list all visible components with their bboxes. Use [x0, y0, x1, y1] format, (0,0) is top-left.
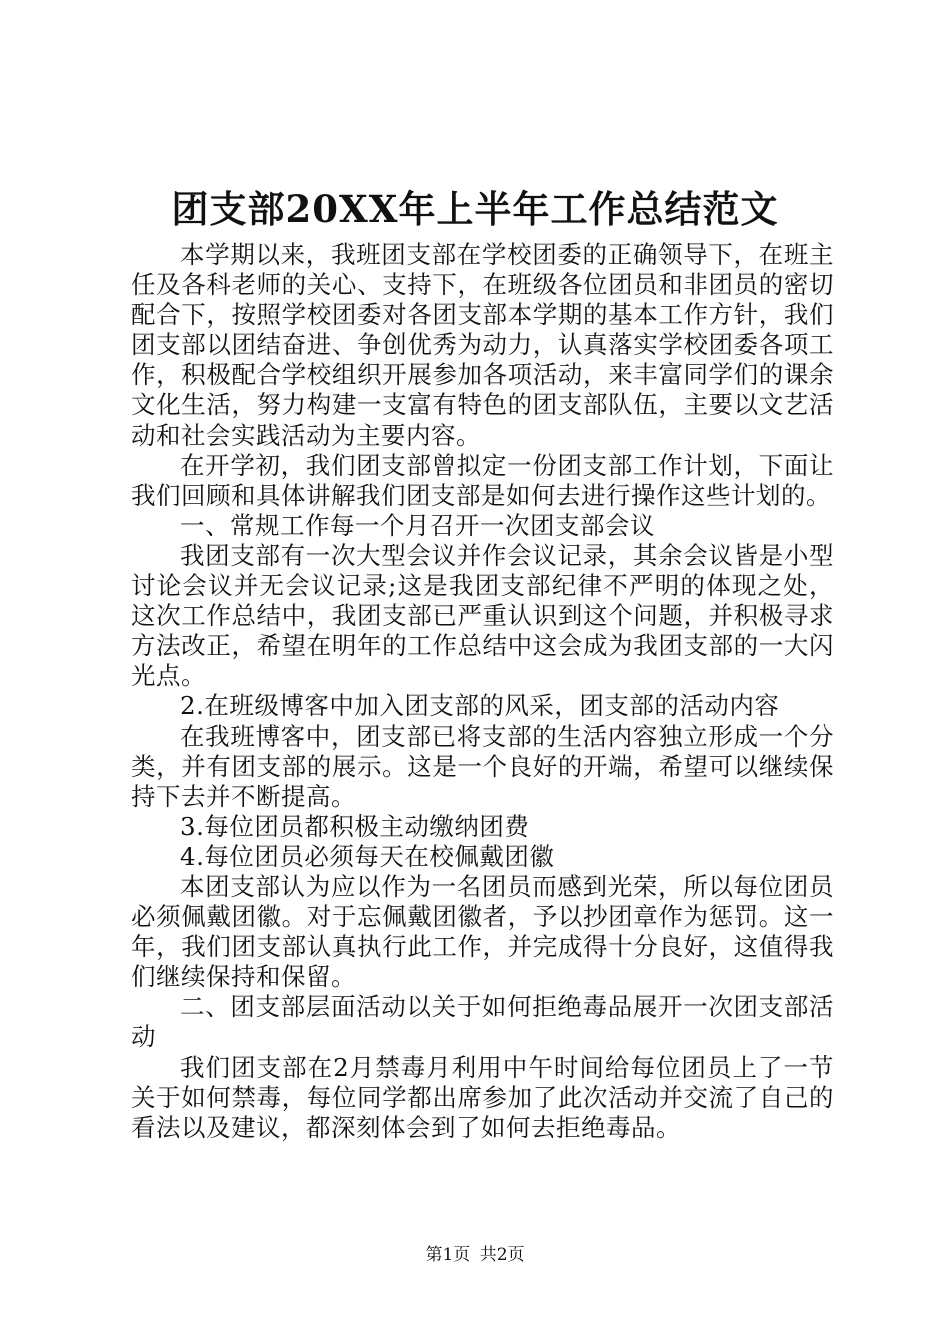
- document-title: 团支部20XX年上半年工作总结范文: [171, 187, 779, 231]
- page-total: 共2页: [479, 1245, 525, 1265]
- page-footer: [0, 1243, 950, 1267]
- paragraph-blog: 在我班博客中，团支部已将支部的生活内容独立形成一个分类，并有团支部的展示。这是一个良好的开端，希望可以继续保持下去并不断提高。: [131, 721, 834, 811]
- section-heading-routine-work: 一、常规工作每一个月召开一次团支部会议: [180, 510, 655, 540]
- paragraph-meetings: 我团支部有一次大型会议并作会议记录，其余会议皆是小型讨论会议并无会议记录;这是我团支部纪律不严明的体现之处，这次工作总结中，我团支部已严重认识到这个问题，并积极寻求方法改正，希望在明年的工作总结中这会成为我团支部的一大闪光点。: [131, 540, 834, 691]
- paragraph-anti-drug: 我们团支部在2月禁毒月利用中午时间给每位团员上了一节关于如何禁毒，每位同学都出席参加了此次活动并交流了自己的看法以及建议，都深刻体会到了如何去拒绝毒品。: [131, 1052, 834, 1142]
- document-body: [131, 240, 834, 1143]
- item-heading-fees: 3.每位团员都积极主动缴纳团费: [180, 811, 530, 841]
- paragraph-plan: 在开学初，我们团支部曾拟定一份团支部工作计划，下面让我们回顾和具体讲解我们团支部是如何去进行操作这些计划的。: [131, 450, 834, 510]
- section-heading-activities: 二、团支部层面活动以关于如何拒绝毒品展开一次团支部活动: [131, 992, 834, 1052]
- item-heading-blog: 2.在班级博客中加入团支部的风采，团支部的活动内容: [180, 691, 780, 721]
- item-heading-badge: 4.每位团员必须每天在校佩戴团徽: [180, 841, 555, 871]
- page-number: 第1页: [425, 1245, 471, 1265]
- paragraph-intro: 本学期以来，我班团支部在学校团委的正确领导下，在班主任及各科老师的关心、支持下，在班级各位团员和非团员的密切配合下，按照学校团委对各团支部本学期的基本工作方针，我们团支部以团结奋进、争创优秀为动力，认真落实学校团委各项工作，积极配合学校组织开展参加各项活动，来丰富同学们的课余文化生活，努力构建一支富有特色的团支部队伍，主要以文艺活动和社会实践活动为主要内容。: [131, 240, 834, 450]
- paragraph-badge: 本团支部认为应以作为一名团员而感到光荣，所以每位团员必须佩戴团徽。对于忘佩戴团徽者，予以抄团章作为惩罚。这一年，我们团支部认真执行此工作，并完成得十分良好，这值得我们继续保持和保留。: [131, 871, 834, 992]
